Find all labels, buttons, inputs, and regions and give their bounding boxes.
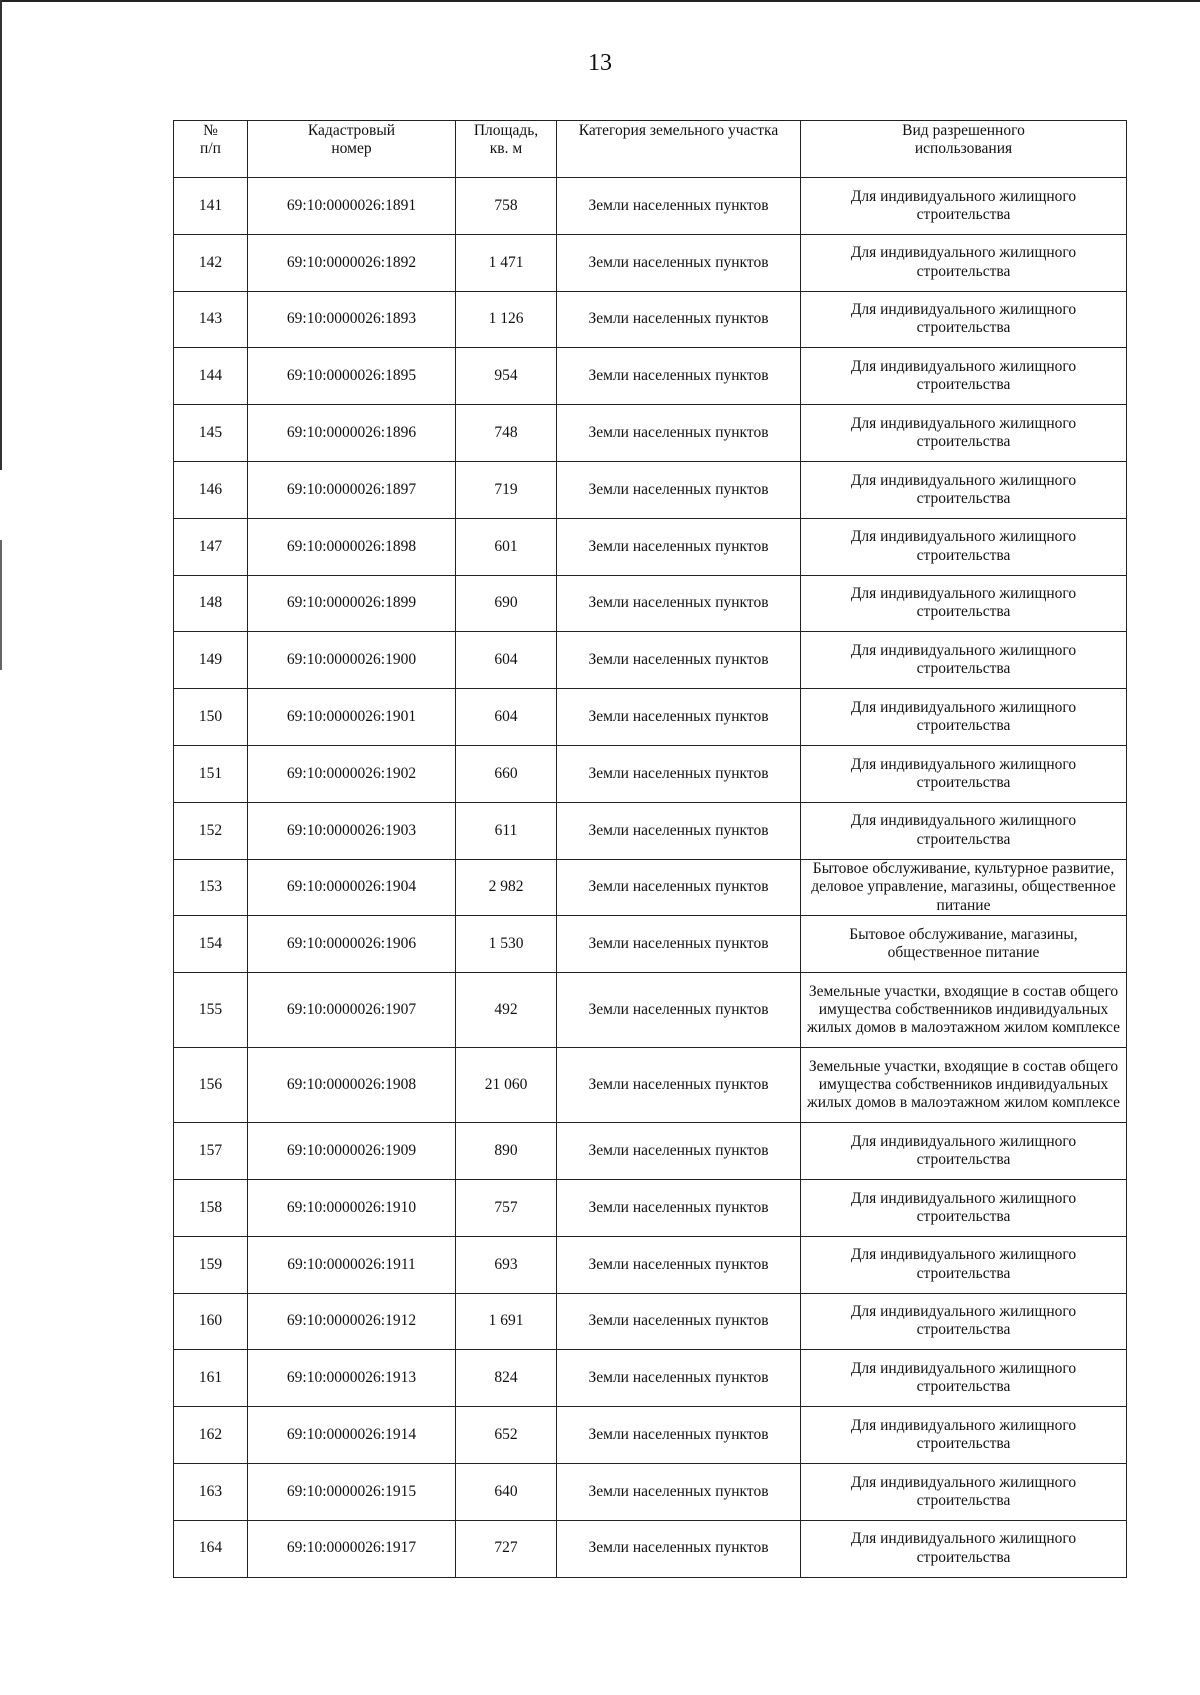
cell-cadastral-number: 69:10:0000026:1914 xyxy=(248,1407,456,1464)
table-row xyxy=(174,1048,1127,1123)
cell-area: 719 xyxy=(456,461,557,518)
cell-area: 1 530 xyxy=(456,916,557,973)
cell-cadastral-number: 69:10:0000026:1908 xyxy=(248,1048,456,1123)
table-row xyxy=(174,405,1127,462)
table-row xyxy=(174,859,1127,916)
cell-number: 162 xyxy=(174,1407,248,1464)
cell-cadastral-number: 69:10:0000026:1904 xyxy=(248,859,456,916)
col-header-category: Категория земельного участка xyxy=(557,121,801,178)
cell-permitted-use: Для индивидуального жилищного строительства xyxy=(801,689,1127,746)
cell-permitted-use: Для индивидуального жилищного строительства xyxy=(801,1236,1127,1293)
cell-cadastral-number: 69:10:0000026:1909 xyxy=(248,1123,456,1180)
cell-area: 1 471 xyxy=(456,234,557,291)
cell-cadastral-number: 69:10:0000026:1892 xyxy=(248,234,456,291)
cell-area: 601 xyxy=(456,518,557,575)
cell-cadastral-number: 69:10:0000026:1917 xyxy=(248,1520,456,1577)
page-number: 13 xyxy=(588,50,612,76)
cell-category: Земли населенных пунктов xyxy=(557,1179,801,1236)
cell-area: 690 xyxy=(456,575,557,632)
cell-cadastral-number: 69:10:0000026:1898 xyxy=(248,518,456,575)
cell-area: 758 xyxy=(456,178,557,235)
cell-area: 954 xyxy=(456,348,557,405)
cell-cadastral-number: 69:10:0000026:1912 xyxy=(248,1293,456,1350)
cell-cadastral-number: 69:10:0000026:1891 xyxy=(248,178,456,235)
cell-number: 143 xyxy=(174,291,248,348)
table-row xyxy=(174,1293,1127,1350)
cell-category: Земли населенных пунктов xyxy=(557,1350,801,1407)
table-row xyxy=(174,461,1127,518)
cell-permitted-use: Для индивидуального жилищного строительства xyxy=(801,1350,1127,1407)
cell-category: Земли населенных пунктов xyxy=(557,859,801,916)
cell-category: Земли населенных пунктов xyxy=(557,178,801,235)
cell-number: 157 xyxy=(174,1123,248,1180)
cell-cadastral-number: 69:10:0000026:1907 xyxy=(248,973,456,1048)
table-row xyxy=(174,1123,1127,1180)
cell-cadastral-number: 69:10:0000026:1901 xyxy=(248,689,456,746)
cell-cadastral-number: 69:10:0000026:1900 xyxy=(248,632,456,689)
cell-cadastral-number: 69:10:0000026:1913 xyxy=(248,1350,456,1407)
table-row xyxy=(174,745,1127,802)
scan-edge-top xyxy=(0,0,1200,2)
cell-area: 693 xyxy=(456,1236,557,1293)
cell-permitted-use: Земельные участки, входящие в состав общего имущества собственников индивидуальных жилых домов в малоэтажном жилом комплексе xyxy=(801,1048,1127,1123)
cell-cadastral-number: 69:10:0000026:1897 xyxy=(248,461,456,518)
cell-category: Земли населенных пунктов xyxy=(557,461,801,518)
cell-number: 150 xyxy=(174,689,248,746)
cell-cadastral-number: 69:10:0000026:1906 xyxy=(248,916,456,973)
cell-permitted-use: Для индивидуального жилищного строительства xyxy=(801,1407,1127,1464)
cell-cadastral-number: 69:10:0000026:1899 xyxy=(248,575,456,632)
cell-cadastral-number: 69:10:0000026:1903 xyxy=(248,802,456,859)
cell-number: 149 xyxy=(174,632,248,689)
cell-category: Земли населенных пунктов xyxy=(557,745,801,802)
cell-number: 151 xyxy=(174,745,248,802)
header-row xyxy=(174,121,1127,178)
table-row xyxy=(174,575,1127,632)
cell-number: 144 xyxy=(174,348,248,405)
cell-category: Земли населенных пунктов xyxy=(557,291,801,348)
table-row xyxy=(174,234,1127,291)
cell-area: 757 xyxy=(456,1179,557,1236)
cell-number: 145 xyxy=(174,405,248,462)
cell-area: 640 xyxy=(456,1463,557,1520)
cell-number: 154 xyxy=(174,916,248,973)
cell-category: Земли населенных пунктов xyxy=(557,802,801,859)
cell-permitted-use: Для индивидуального жилищного строительства xyxy=(801,1123,1127,1180)
col-header-cadastral: Кадастровый номер xyxy=(248,121,456,178)
table-row xyxy=(174,1407,1127,1464)
table-row xyxy=(174,1463,1127,1520)
cell-permitted-use: Для индивидуального жилищного строительства xyxy=(801,1179,1127,1236)
table-row xyxy=(174,973,1127,1048)
cell-number: 159 xyxy=(174,1236,248,1293)
table-row xyxy=(174,1350,1127,1407)
cell-permitted-use: Бытовое обслуживание, магазины, общественное питание xyxy=(801,916,1127,973)
cell-permitted-use: Бытовое обслуживание, культурное развитие, деловое управление, магазины, общественное питание xyxy=(801,859,1127,916)
cell-area: 604 xyxy=(456,632,557,689)
cell-number: 142 xyxy=(174,234,248,291)
cell-number: 156 xyxy=(174,1048,248,1123)
table-row xyxy=(174,1520,1127,1577)
cell-number: 161 xyxy=(174,1350,248,1407)
cell-number: 153 xyxy=(174,859,248,916)
cell-cadastral-number: 69:10:0000026:1895 xyxy=(248,348,456,405)
cell-area: 824 xyxy=(456,1350,557,1407)
cell-category: Земли населенных пунктов xyxy=(557,1123,801,1180)
cell-category: Земли населенных пунктов xyxy=(557,1520,801,1577)
cell-permitted-use: Для индивидуального жилищного строительства xyxy=(801,802,1127,859)
cell-permitted-use: Для индивидуального жилищного строительства xyxy=(801,745,1127,802)
cell-area: 660 xyxy=(456,745,557,802)
cell-area: 1 691 xyxy=(456,1293,557,1350)
table-body xyxy=(174,178,1127,1578)
cell-permitted-use: Для индивидуального жилищного строительства xyxy=(801,291,1127,348)
cell-number: 164 xyxy=(174,1520,248,1577)
cell-number: 141 xyxy=(174,178,248,235)
col-header-number: № п/п xyxy=(174,121,248,178)
cell-area: 890 xyxy=(456,1123,557,1180)
cell-area: 652 xyxy=(456,1407,557,1464)
table-row xyxy=(174,518,1127,575)
cell-area: 748 xyxy=(456,405,557,462)
cell-permitted-use: Для индивидуального жилищного строительства xyxy=(801,632,1127,689)
table-row xyxy=(174,291,1127,348)
cell-area: 21 060 xyxy=(456,1048,557,1123)
cell-area: 611 xyxy=(456,802,557,859)
cell-area: 727 xyxy=(456,1520,557,1577)
cell-cadastral-number: 69:10:0000026:1915 xyxy=(248,1463,456,1520)
cell-category: Земли населенных пунктов xyxy=(557,632,801,689)
cell-cadastral-number: 69:10:0000026:1911 xyxy=(248,1236,456,1293)
cell-category: Земли населенных пунктов xyxy=(557,1048,801,1123)
col-header-permitted-use: Вид разрешенного использования xyxy=(801,121,1127,178)
scan-edge-left-lower xyxy=(0,540,2,670)
table-row xyxy=(174,348,1127,405)
cell-permitted-use: Для индивидуального жилищного строительства xyxy=(801,405,1127,462)
cell-category: Земли населенных пунктов xyxy=(557,1236,801,1293)
cell-permitted-use: Для индивидуального жилищного строительства xyxy=(801,234,1127,291)
cell-category: Земли населенных пунктов xyxy=(557,348,801,405)
cell-number: 147 xyxy=(174,518,248,575)
cell-category: Земли населенных пунктов xyxy=(557,1463,801,1520)
table-row xyxy=(174,1236,1127,1293)
cell-category: Земли населенных пунктов xyxy=(557,1407,801,1464)
cell-permitted-use: Для индивидуального жилищного строительства xyxy=(801,178,1127,235)
cell-permitted-use: Для индивидуального жилищного строительства xyxy=(801,1463,1127,1520)
cell-category: Земли населенных пунктов xyxy=(557,405,801,462)
cell-number: 155 xyxy=(174,973,248,1048)
cell-category: Земли населенных пунктов xyxy=(557,1293,801,1350)
cell-cadastral-number: 69:10:0000026:1902 xyxy=(248,745,456,802)
cell-permitted-use: Для индивидуального жилищного строительства xyxy=(801,1293,1127,1350)
cell-number: 158 xyxy=(174,1179,248,1236)
cell-number: 160 xyxy=(174,1293,248,1350)
cell-number: 163 xyxy=(174,1463,248,1520)
cell-cadastral-number: 69:10:0000026:1893 xyxy=(248,291,456,348)
table-row xyxy=(174,689,1127,746)
cell-category: Земли населенных пунктов xyxy=(557,518,801,575)
cell-number: 146 xyxy=(174,461,248,518)
cell-number: 152 xyxy=(174,802,248,859)
table-row xyxy=(174,632,1127,689)
col-header-area: Площадь, кв. м xyxy=(456,121,557,178)
cell-number: 148 xyxy=(174,575,248,632)
cell-area: 2 982 xyxy=(456,859,557,916)
cell-cadastral-number: 69:10:0000026:1896 xyxy=(248,405,456,462)
cell-category: Земли населенных пунктов xyxy=(557,973,801,1048)
table-header xyxy=(174,121,1127,178)
cell-area: 1 126 xyxy=(456,291,557,348)
cell-category: Земли населенных пунктов xyxy=(557,916,801,973)
cell-permitted-use: Земельные участки, входящие в состав общего имущества собственников индивидуальных жилых домов в малоэтажном жилом комплексе xyxy=(801,973,1127,1048)
cell-permitted-use: Для индивидуального жилищного строительства xyxy=(801,575,1127,632)
cell-permitted-use: Для индивидуального жилищного строительства xyxy=(801,1520,1127,1577)
table-row xyxy=(174,916,1127,973)
table-row xyxy=(174,178,1127,235)
cell-category: Земли населенных пунктов xyxy=(557,689,801,746)
cell-permitted-use: Для индивидуального жилищного строительства xyxy=(801,461,1127,518)
cell-permitted-use: Для индивидуального жилищного строительства xyxy=(801,348,1127,405)
land-plots-table xyxy=(173,120,1127,1578)
cell-area: 492 xyxy=(456,973,557,1048)
cell-area: 604 xyxy=(456,689,557,746)
table-row xyxy=(174,1179,1127,1236)
cell-permitted-use: Для индивидуального жилищного строительства xyxy=(801,518,1127,575)
table-row xyxy=(174,802,1127,859)
cell-cadastral-number: 69:10:0000026:1910 xyxy=(248,1179,456,1236)
cell-category: Земли населенных пунктов xyxy=(557,234,801,291)
cell-category: Земли населенных пунктов xyxy=(557,575,801,632)
